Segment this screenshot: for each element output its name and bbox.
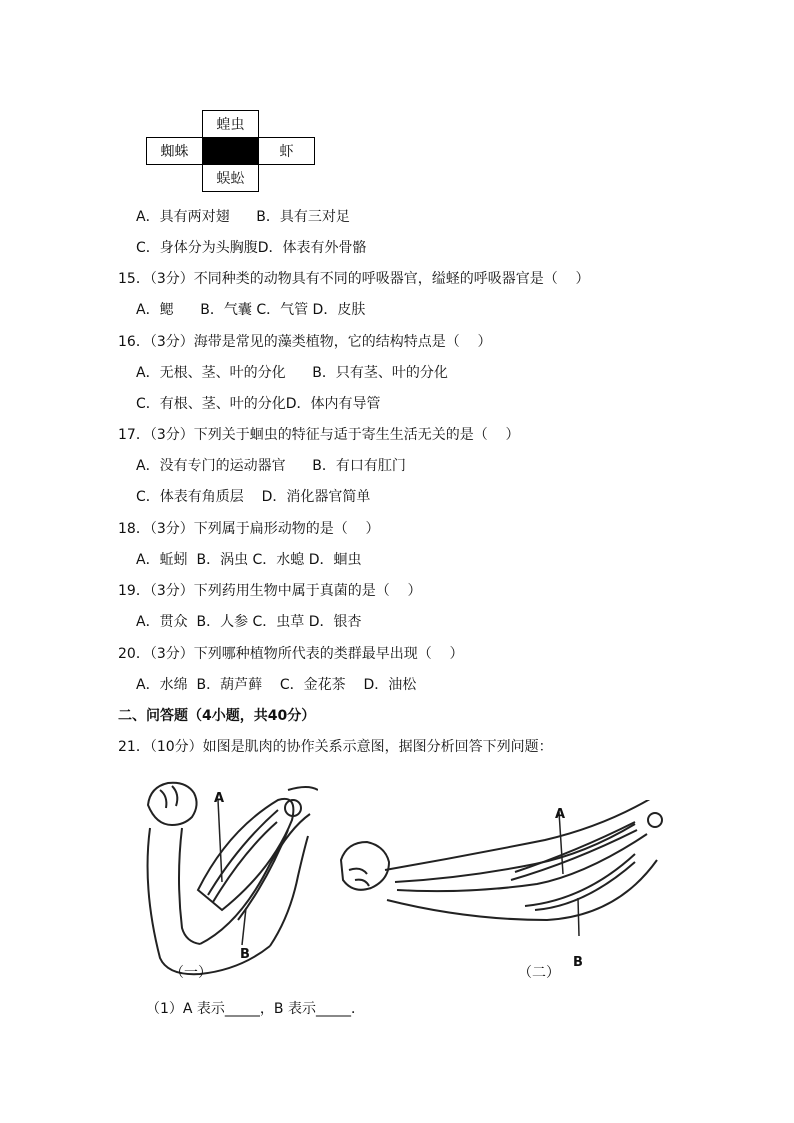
cross-right-cell: 虾 [259,138,315,165]
q21-stem: 21．（10分）如图是肌肉的协作关系示意图，据图分析回答下列问题： [118,739,553,755]
arthropod-cross-diagram [146,110,315,192]
section2-title: 二、问答题（4小题，共40分） [118,708,316,724]
flexed-arm-figure [138,770,318,980]
fig2-label-a: A [555,807,566,822]
q19-options: A．贯众 B．人参 C．虫草 D．银杏 [136,614,362,630]
q17-options-line2: C．体表有角质层 D．消化器官简单 [136,489,371,505]
cross-bottom-cell: 蜈蚣 [203,165,259,192]
q14-options-line2: C．身体分为头胸腹D．体表有外骨骼 [136,240,367,256]
q15-stem: 15．（3分）不同种类的动物具有不同的呼吸器官，缢蛏的呼吸器官是（ ） [118,271,590,287]
q16-options-line1: A．无根、茎、叶的分化 B．只有茎、叶的分化 [136,365,448,381]
q16-options-line2: C．有根、茎、叶的分化D．体内有导管 [136,396,381,412]
fig1-label-a: A [214,791,225,806]
q21-sub1: （1）A 表示_____，B 表示_____． [146,1001,365,1017]
q17-stem: 17．（3分）下列关于蛔虫的特征与适于寄生生活无关的是（ ） [118,427,520,443]
q20-options: A．水绵 B．葫芦藓 C．金花茶 D．油松 [136,677,417,693]
fig1-caption: （一） [170,965,212,981]
q19-stem: 19．（3分）下列药用生物中属于真菌的是（ ） [118,583,422,599]
cross-center-cell [203,138,259,165]
fig2-caption: （二） [518,965,560,981]
cross-top-cell: 蝗虫 [203,111,259,138]
q18-options: A．蚯蚓 B．涡虫 C．水螅 D．蛔虫 [136,552,362,568]
fig2-label-b: B [573,955,583,970]
q18-stem: 18．（3分）下列属于扁形动物的是（ ） [118,521,380,537]
extended-arm-figure [335,800,675,950]
q17-options-line1: A．没有专门的运动器官 B．有口有肛门 [136,458,406,474]
fig1-label-b: B [240,947,250,962]
cross-left-cell: 蜘蛛 [147,138,203,165]
q16-stem: 16．（3分）海带是常见的藻类植物，它的结构特点是（ ） [118,334,492,350]
q14-options-line1: A．具有两对翅 B．具有三对足 [136,209,350,225]
q20-stem: 20．（3分）下列哪种植物所代表的类群最早出现（ ） [118,646,464,662]
q15-options: A．鳃 B．气囊 C．气管 D．皮肤 [136,302,366,318]
